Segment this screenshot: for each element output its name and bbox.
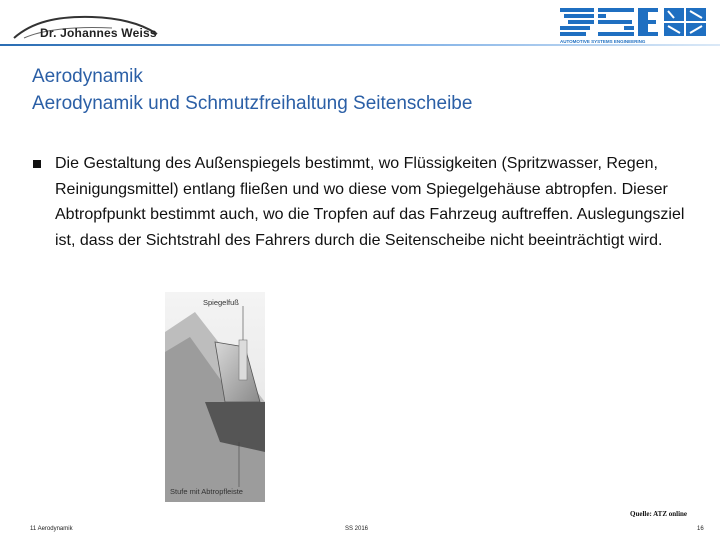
slide-title [32, 63, 472, 117]
title-line-2: Aerodynamik und Schmutzfreihaltung Seitenscheibe [32, 93, 473, 114]
label-mirror-base: Spiegelfuß [203, 298, 239, 307]
ase-logo [560, 6, 710, 46]
title-line-1: Aerodynamik [32, 66, 143, 87]
bullet-square-icon [33, 160, 41, 168]
ase-tagline: AUTOMOTIVE SYSTEMS ENGINEERING [560, 39, 646, 44]
author-name: Dr. Johannes Weiss [40, 26, 157, 40]
bullet-text: Die Gestaltung des Außenspiegels bestimmt, wo Flüssigkeiten (Spritzwasser, Regen, Reinigungsmittel) entlang fließen und wo diese vom Spiegelgehäuse abtropfen. Dieser Abtropfpunkt bestimmt auch, wo die Tropfen auf das Fahrzeug auftreffen. Auslegungsziel ist, dass der Sichtstrahl des Fahrers durch die Seitenscheibe nicht beeinträchtigt wird. [55, 155, 685, 249]
label-drip-edge: Stufe mit Abtropfleiste [170, 487, 243, 496]
source-credit: Quelle: ATZ online [630, 510, 688, 518]
side-mirror-illustration [165, 292, 265, 502]
header-divider [0, 44, 720, 46]
ase-logo-graphic [560, 6, 710, 46]
page-number: 16 [697, 526, 704, 532]
footer-chapter: 11 Aerodynamik [30, 526, 73, 532]
author-logo [12, 12, 162, 46]
footer-semester: SS 2016 [345, 526, 369, 532]
mirror-photo [165, 292, 265, 502]
